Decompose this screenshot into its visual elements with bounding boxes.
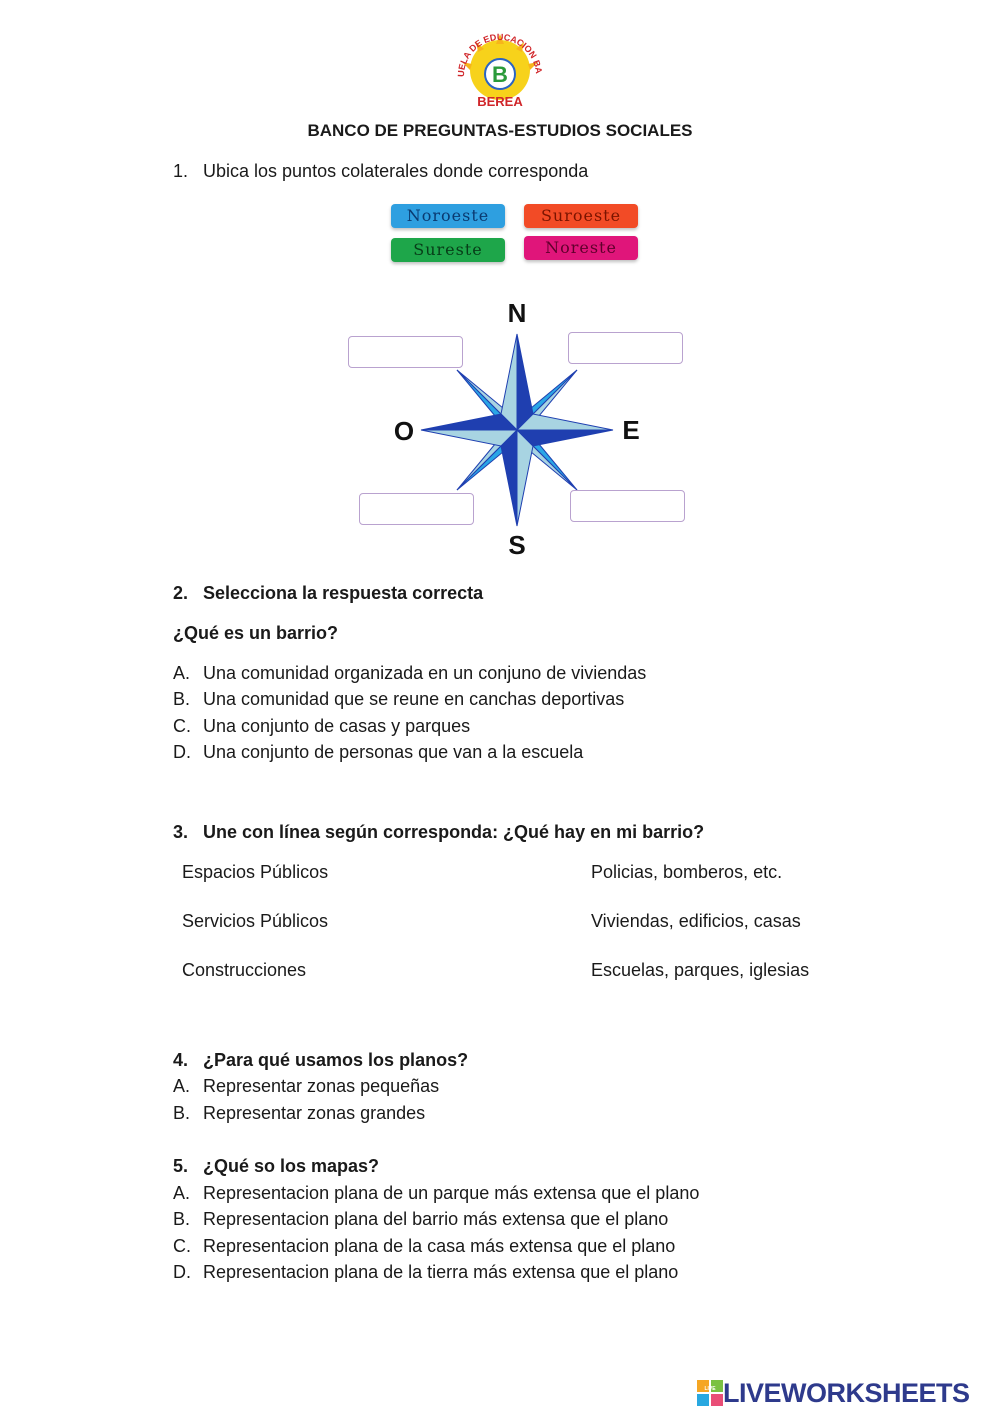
drop-box-northwest[interactable] bbox=[348, 336, 463, 368]
drop-box-southwest[interactable] bbox=[359, 493, 474, 525]
option-label: A. bbox=[173, 663, 191, 683]
option-label: A. bbox=[173, 1076, 191, 1096]
option-label: B. bbox=[173, 689, 191, 709]
logo-name: BEREA bbox=[477, 94, 523, 109]
option-text: Representar zonas pequeñas bbox=[203, 1076, 440, 1096]
compass-west-label: O bbox=[393, 416, 415, 446]
match-left-item[interactable]: Servicios Públicos bbox=[182, 911, 329, 931]
q5-text: ¿Qué so los mapas? bbox=[203, 1156, 380, 1176]
option-text: Representacion plana de la casa más extensa que el plano bbox=[203, 1236, 676, 1256]
option-text: Representar zonas grandes bbox=[203, 1103, 426, 1123]
q2-question: ¿Qué es un barrio? bbox=[173, 623, 339, 643]
chip-sureste[interactable]: Sureste bbox=[391, 238, 505, 262]
option-label: B. bbox=[173, 1103, 191, 1123]
liveworksheets-logo-icon bbox=[697, 1380, 723, 1406]
match-right-item[interactable]: Escuelas, parques, iglesias bbox=[591, 960, 810, 980]
chip-noroeste[interactable]: Noroeste bbox=[391, 204, 505, 228]
option-label: D. bbox=[173, 742, 191, 762]
drop-box-northeast[interactable] bbox=[568, 332, 683, 364]
option-text: Una comunidad que se reune en canchas deportivas bbox=[203, 689, 625, 709]
compass-rose-area bbox=[340, 296, 700, 566]
compass-east-label: E bbox=[622, 415, 640, 445]
match-right-item[interactable]: Policias, bomberos, etc. bbox=[591, 862, 783, 882]
brand-badge: LIVE bbox=[704, 1386, 716, 1392]
q1-number: 1. bbox=[173, 161, 189, 181]
liveworksheets-brand bbox=[697, 1378, 970, 1408]
compass-north-label: N bbox=[507, 298, 527, 328]
option-label: A. bbox=[173, 1183, 191, 1203]
option-label: C. bbox=[173, 716, 191, 736]
q4-text: ¿Para qué usamos los planos? bbox=[203, 1050, 469, 1070]
drop-box-southeast[interactable] bbox=[570, 490, 685, 522]
option-label: C. bbox=[173, 1236, 191, 1256]
match-right-item[interactable]: Viviendas, edificios, casas bbox=[591, 911, 801, 931]
q3-text: Une con línea según corresponda: ¿Qué hay en mi barrio? bbox=[203, 822, 705, 842]
q2-number: 2. bbox=[173, 583, 189, 603]
q1-text: Ubica los puntos colaterales donde corresponda bbox=[203, 161, 589, 181]
brand-text: LIVEWORKSHEETS bbox=[723, 1378, 970, 1408]
chip-suroeste[interactable]: Suroeste bbox=[524, 204, 638, 228]
compass-south-label: S bbox=[508, 530, 526, 560]
q3-number: 3. bbox=[173, 822, 189, 842]
option-label: B. bbox=[173, 1209, 191, 1229]
logo-top-text: UELA DE EDUCACION BA bbox=[455, 31, 545, 78]
match-left-item[interactable]: Espacios Públicos bbox=[182, 862, 329, 882]
logo-letter: B bbox=[492, 62, 508, 87]
option-text: Representacion plana de un parque más extensa que el plano bbox=[203, 1183, 700, 1203]
option-text: Una conjunto de personas que van a la escuela bbox=[203, 742, 584, 762]
q2-text: Selecciona la respuesta correcta bbox=[203, 583, 484, 603]
option-text: Representacion plana de la tierra más extensa que el plano bbox=[203, 1262, 679, 1282]
option-text: Representacion plana del barrio más extensa que el plano bbox=[203, 1209, 669, 1229]
option-label: D. bbox=[173, 1262, 191, 1282]
chip-noreste[interactable]: Noreste bbox=[524, 236, 638, 260]
page-title: BANCO DE PREGUNTAS-ESTUDIOS SOCIALES bbox=[307, 121, 693, 140]
match-left-item[interactable]: Construcciones bbox=[182, 960, 307, 980]
option-text: Una conjunto de casas y parques bbox=[203, 716, 471, 736]
school-logo bbox=[450, 30, 550, 112]
q5-number: 5. bbox=[173, 1156, 189, 1176]
q4-number: 4. bbox=[173, 1050, 189, 1070]
option-text: Una comunidad organizada en un conjuno de viviendas bbox=[203, 663, 647, 683]
